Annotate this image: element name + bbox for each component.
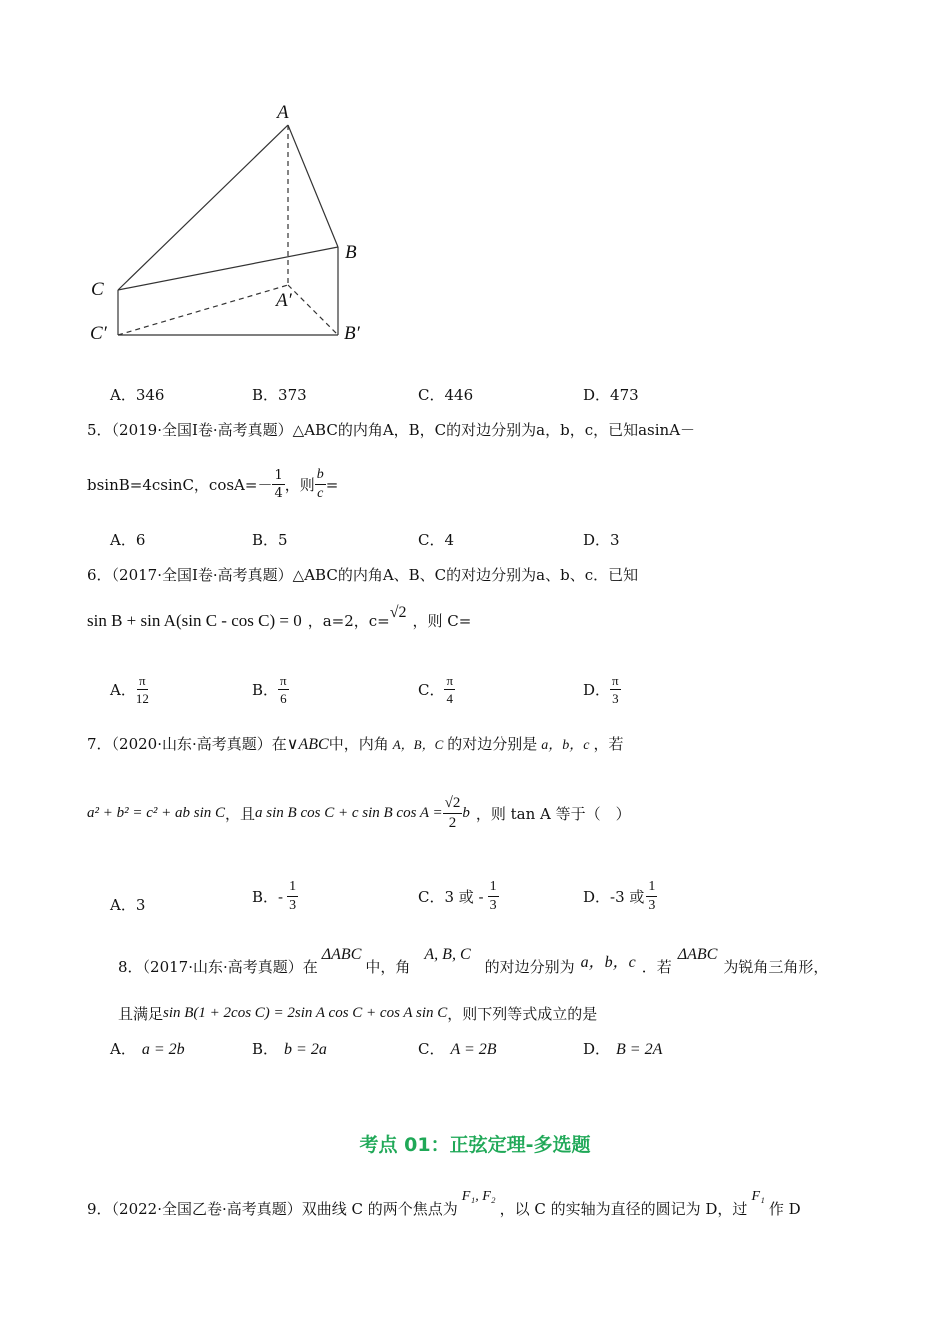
q7-triangle: ∨ABC <box>286 735 329 753</box>
q7-option-c[interactable]: C．3 或 - $\frac{1}{3}$ <box>418 879 497 913</box>
q4-option-a[interactable]: A．346 <box>110 386 165 404</box>
q6-option-b[interactable]: B． $\frac{\pi}{6}$ <box>252 673 287 706</box>
q5-stem-line2 <box>87 468 338 501</box>
q8-formula: sin B(1 + 2cos C) = 2sin A cos C + cos A sin C <box>163 1005 448 1021</box>
edge-A-C <box>118 125 288 290</box>
label-C-prime: C′ <box>90 323 107 344</box>
q6-formula: sin B + sin A(sin C - cos C) = 0 <box>87 610 302 630</box>
q5-fraction-b-over-c: $\frac{b}{c}$ <box>316 467 324 501</box>
q6-stem-line2 <box>87 603 472 631</box>
q7-option-b[interactable]: B．- $\frac{1}{3}$ <box>252 879 297 913</box>
label-A: A <box>277 102 289 123</box>
q7-formula2-tail: b <box>462 805 470 821</box>
label-A-prime: A′ <box>276 290 292 311</box>
q9-foci: F₁, F₂ <box>461 1188 496 1204</box>
q6-sqrt2: √2 <box>389 603 407 621</box>
edge-Ap-Bp-dashed <box>288 285 338 335</box>
label-C: C <box>91 279 104 300</box>
q5-option-d[interactable]: D．3 <box>583 531 620 549</box>
q7-stem-line1: 7．（2020·山东·高考真题）在 ∨ABC 中，内角 A，B，C 的对边分别是 a，b，c ，若 <box>87 735 624 753</box>
q6-then-text: ，则 C= <box>412 612 472 630</box>
q5-stem-line1: 5．（2019·全国Ⅰ卷·高考真题）△ABC的内角A，B，C的对边分别为a，b，c，已知asinA－ <box>87 421 696 439</box>
q8-option-d[interactable]: D． B = 2A <box>583 1040 663 1058</box>
q5-option-c[interactable]: C．4 <box>418 531 455 549</box>
q7-formula1: a² + b² = c² + ab sin C <box>87 805 226 821</box>
q5-condition-text: bsinB=4csinC，cosA=－ <box>87 476 273 494</box>
q7-sides: a，b，c <box>541 737 590 753</box>
q6-option-a[interactable]: A． $\frac{\pi}{12}$ <box>110 673 149 706</box>
q7-tail: ，则 tan A 等于（ ） <box>475 805 631 823</box>
prism-figure <box>80 95 380 355</box>
q7-option-d[interactable]: D．-3 或 $\frac{1}{3}$ <box>583 879 656 913</box>
q8-triangle-2: ΔABC <box>677 945 718 963</box>
edge-C-B <box>118 247 338 290</box>
q7-stem-line2: a² + b² = c² + ab sin C ，且 a sin B cos C + c sin B cos A = $\frac{√2}{2}$ b ，则 tan A 等于（ ） <box>87 795 631 831</box>
q8-triangle: ΔABC <box>321 945 362 963</box>
q8-angles: A, B, C <box>424 945 471 963</box>
edge-A-B <box>288 125 338 247</box>
q7-option-a[interactable]: A．3 <box>110 896 146 914</box>
q6-option-c[interactable]: C． $\frac{\pi}{4}$ <box>418 673 454 706</box>
q4-option-d[interactable]: D．473 <box>583 386 639 404</box>
q7-fraction-root2-over-2: $\frac{√2}{2}$ <box>444 795 461 831</box>
q8-sides: a，b，c <box>580 954 636 971</box>
edge-Cp-Ap-dashed <box>118 285 288 335</box>
q8-option-a[interactable]: A． a = 2b <box>110 1040 185 1058</box>
q5-equals: = <box>325 475 339 494</box>
q4-option-b[interactable]: B．373 <box>252 386 307 404</box>
q5-fraction-quarter: $\frac{1}{4}$ <box>274 468 283 501</box>
q4-option-c[interactable]: C．446 <box>418 386 474 404</box>
q6-stem-line1: 6．（2017·全国Ⅰ卷·高考真题）△ABC的内角A、B、C的对边分别为a、b、c．已知 <box>87 566 639 584</box>
q6-condition-text: ，a=2，c= <box>307 612 390 630</box>
label-B-prime: B′ <box>344 323 360 344</box>
q5-option-a[interactable]: A．6 <box>110 531 146 549</box>
q7-angles: A，B，C <box>392 737 444 752</box>
q5-option-b[interactable]: B．5 <box>252 531 288 549</box>
q9-stem-line1: 9．（2022·全国乙卷·高考真题）双曲线 C 的两个焦点为 F₁, F₂ ，以 C 的实轴为直径的圆记为 D，过 F₁ 作 D <box>87 1188 801 1218</box>
q9-f1: F₁ <box>751 1188 765 1204</box>
q8-option-c[interactable]: C． A = 2B <box>418 1040 497 1058</box>
q8-option-b[interactable]: B． b = 2a <box>252 1040 327 1058</box>
label-B: B <box>345 242 357 263</box>
q8-stem-line1: 8．（2017·山东·高考真题）在 ΔABC 中，角 A, B, C 的对边分别为 a，b，c ．若 ΔABC 为锐角三角形， <box>118 945 829 976</box>
section-heading: 考点 01：正弦定理-多选题 <box>359 1134 591 1156</box>
q5-then-text: ，则 <box>284 476 315 494</box>
q6-option-d[interactable]: D． $\frac{\pi}{3}$ <box>583 673 619 706</box>
q8-stem-line2: 且满足 sin B(1 + 2cos C) = 2sin A cos C + cos A sin C ，则下列等式成立的是 <box>118 1005 598 1023</box>
q7-formula2: a sin B cos C + c sin B cos A = <box>255 805 443 821</box>
